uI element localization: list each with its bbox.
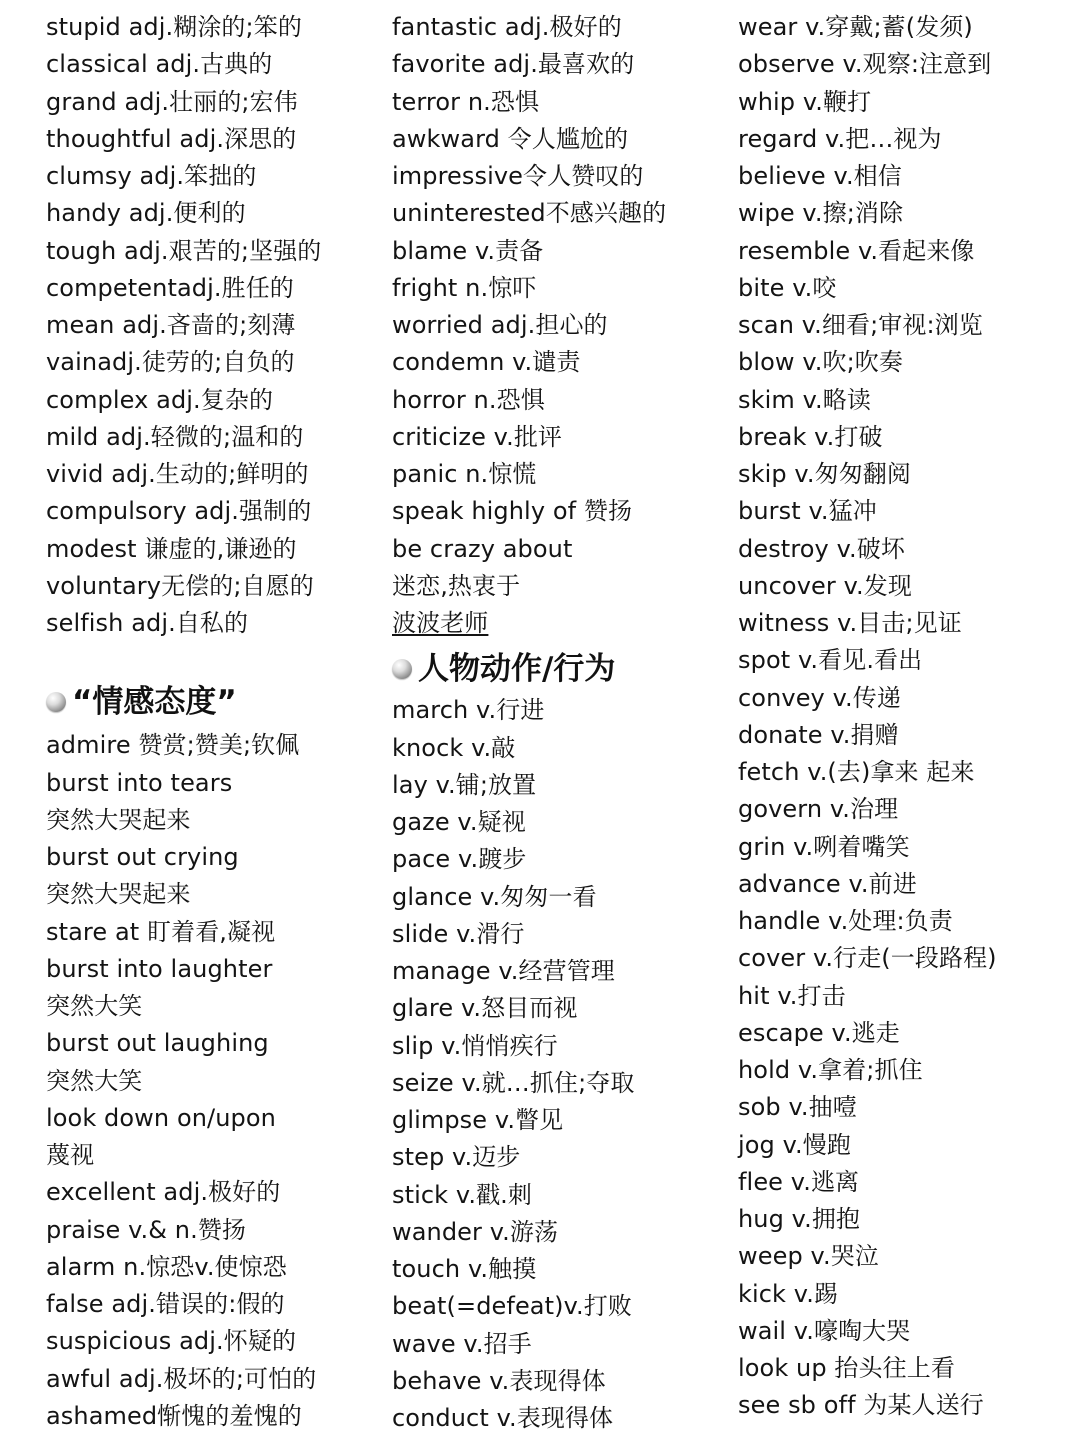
vocab-entry: cover v.行走(一段路程) (738, 944, 997, 973)
vocab-entry: modest 谦虚的,谦逊的 (46, 534, 297, 563)
vocab-entry: glare v.怒目而视 (392, 994, 578, 1023)
vocab-entry: advance v.前进 (738, 869, 917, 898)
vocab-entry: pace v.踱步 (392, 845, 527, 874)
vocab-entry: uninterested不感兴趣的 (392, 199, 667, 228)
vocab-entry: march v.行进 (392, 696, 545, 725)
vocab-entry: slide v.滑行 (392, 919, 525, 948)
vocab-entry: vainadj.徒劳的;自负的 (46, 348, 295, 377)
vocab-entry: stare at 盯着看,凝视 (46, 917, 276, 946)
vocab-entry: donate v.捐赠 (738, 720, 899, 749)
vocab-entry: terror n.恐惧 (392, 87, 540, 116)
vocab-entry: wave v.招手 (392, 1329, 532, 1358)
vocab-entry: favorite adj.最喜欢的 (392, 50, 635, 79)
vocab-entry: be crazy about (392, 534, 573, 563)
vocab-entry: horror n.恐惧 (392, 385, 545, 414)
vocab-entry: tough adj.艰苦的;坚强的 (46, 236, 322, 265)
vocab-entry: awful adj.极坏的;可怕的 (46, 1364, 317, 1393)
vocab-entry: praise v.& n.赞扬 (46, 1215, 247, 1244)
vocab-entry: alarm n.惊恐v.使惊恐 (46, 1252, 287, 1281)
vocab-entry: mean adj.吝啬的;刻薄 (46, 311, 296, 339)
vocab-entry: glimpse v.瞥见 (392, 1106, 564, 1134)
vocab-entry: excellent adj.极好的 (46, 1178, 281, 1207)
vocab-entry: behave v.表现得体 (392, 1366, 606, 1395)
vocab-entry: admire 赞赏;赞美;钦佩 (46, 731, 300, 760)
vocab-entry: glance v.匆匆一看 (392, 882, 597, 911)
vocab-entry: burst out laughing (46, 1029, 269, 1058)
word-list-2a (392, 9, 732, 605)
vocab-entry: burst into laughter (46, 954, 273, 983)
vocab-entry: manage v.经营管理 (392, 957, 615, 985)
vocab-entry: bite v.咬 (738, 273, 837, 302)
vocab-entry: observe v.观察:注意到 (738, 50, 992, 79)
section-heading-actions (392, 646, 732, 692)
vocab-entry: beat(=defeat)v.打败 (392, 1292, 632, 1321)
vocab-entry: classical adj.古典的 (46, 50, 273, 79)
vocab-entry: grin v.咧着嘴笑 (738, 832, 910, 861)
vocab-entry: speak highly of 赞扬 (392, 497, 633, 526)
vocab-entry: burst out crying (46, 843, 239, 871)
vocab-entry: burst v.猛冲 (738, 497, 877, 526)
vocab-entry: gaze v.疑视 (392, 808, 526, 836)
vocab-entry: awkward 令人尴尬的 (392, 124, 629, 153)
vocab-entry: uncover v.发现 (738, 571, 912, 600)
vocab-entry: voluntary无偿的;自愿的 (46, 571, 314, 600)
column-3 (738, 9, 1078, 1425)
vocab-entry: lay v.铺;放置 (392, 770, 537, 799)
vocab-entry: witness v.目击;见证 (738, 609, 962, 637)
vocab-entry: look down on/upon (46, 1103, 276, 1132)
vocab-entry: impressive令人赞叹的 (392, 162, 644, 190)
vocab-entry: kick v.踢 (738, 1279, 839, 1308)
section-heading-text: “情感态度” (72, 684, 237, 721)
column-1 (46, 9, 386, 1435)
sphere-bullet-icon (46, 692, 66, 712)
vocab-entry: govern v.治理 (738, 795, 899, 824)
vocab-entry: selfish adj.自私的 (46, 609, 249, 637)
vocab-entry: spot v.看见.看出 (738, 646, 923, 675)
vocab-entry: 突然大哭起来 (46, 805, 191, 834)
column-2 (392, 9, 732, 1437)
vocab-entry: worried adj.担心的 (392, 311, 608, 339)
vocab-entry: hug v.拥抱 (738, 1205, 861, 1233)
vocab-entry: false adj.错误的:假的 (46, 1290, 285, 1318)
vocab-entry: thoughtful adj.深思的 (46, 124, 297, 153)
vocab-entry: resemble v.看起来像 (738, 236, 975, 265)
vocab-entry: stupid adj.糊涂的;笨的 (46, 13, 302, 41)
vocab-entry: weep v.哭泣 (738, 1242, 879, 1271)
word-list-1b (46, 727, 386, 1435)
vocab-entry: break v.打破 (738, 422, 883, 451)
vocab-entry: flee v.逃离 (738, 1167, 860, 1196)
sphere-bullet-icon (392, 659, 412, 679)
vocab-entry: believe v.相信 (738, 162, 902, 190)
vocab-entry: condemn v.谴责 (392, 348, 581, 377)
vocab-entry: conduct v.表现得体 (392, 1404, 614, 1432)
vocab-entry: skip v.匆匆翻阅 (738, 460, 912, 488)
vocab-entry: jog v.慢跑 (738, 1130, 851, 1159)
vocab-entry: destroy v.破坏 (738, 534, 905, 563)
vocab-entry: ashamed惭愧的羞愧的 (46, 1401, 302, 1430)
vocab-entry: fetch v.(去)拿来 起来 (738, 758, 975, 786)
vocab-entry: hold v.拿着;抓住 (738, 1056, 923, 1084)
section-heading-text: 人物动作/行为 (418, 651, 616, 688)
vocab-entry: scan v.细看;审视:浏览 (738, 311, 983, 339)
section-heading-emotions (46, 677, 386, 727)
vocab-entry: wipe v.擦;消除 (738, 199, 904, 228)
vocab-entry: step v.迈步 (392, 1143, 521, 1172)
vocab-entry: fantastic adj.极好的 (392, 13, 622, 41)
vocab-entry: knock v.敲 (392, 733, 516, 762)
vocab-entry: mild adj.轻微的;温和的 (46, 422, 304, 451)
vocab-entry: wander v.游荡 (392, 1217, 559, 1246)
vocab-entry: clumsy adj.笨拙的 (46, 162, 257, 190)
vocab-entry: 蔑视 (46, 1141, 95, 1169)
vocab-entry: criticize v.批评 (392, 422, 563, 451)
teacher-link[interactable]: 波波老师 (392, 609, 489, 637)
vocab-entry: wail v.嚎啕大哭 (738, 1316, 911, 1345)
word-list-1a (46, 9, 386, 642)
vocab-entry: competentadj.胜任的 (46, 273, 294, 302)
vocab-entry: 突然大笑 (46, 992, 143, 1020)
vocab-entry: wear v.穿戴;蓄(发须) (738, 13, 973, 41)
vocab-entry: 突然大笑 (46, 1066, 143, 1095)
vocab-entry: 突然大哭起来 (46, 880, 191, 909)
vocab-entry: seize v.就…抓住;夺取 (392, 1068, 635, 1097)
vocab-entry: complex adj.复杂的 (46, 385, 274, 414)
vocab-entry: burst into tears (46, 768, 233, 797)
vocab-entry: vivid adj.生动的;鲜明的 (46, 460, 309, 488)
vocab-entry: blame v.责备 (392, 236, 544, 265)
vocab-entry: convey v.传递 (738, 683, 901, 712)
vocab-entry: slip v.悄悄疾行 (392, 1031, 558, 1060)
vocab-entry: sob v.抽噎 (738, 1093, 857, 1122)
vocab-entry: see sb off 为某人送行 (738, 1391, 984, 1420)
vocab-entry: regard v.把…视为 (738, 124, 942, 153)
vocab-entry: compulsory adj.强制的 (46, 497, 312, 526)
vocab-entry: handy adj.便利的 (46, 199, 246, 228)
vocab-entry: escape v.逃走 (738, 1018, 900, 1047)
vocab-entry: touch v.触摸 (392, 1255, 537, 1283)
vocab-entry: blow v.吹;吹奏 (738, 348, 903, 377)
word-list-3 (738, 9, 1078, 1425)
vocab-entry: stick v.戳.刺 (392, 1180, 533, 1209)
vocab-entry: grand adj.壮丽的;宏伟 (46, 87, 298, 116)
vocab-entry: panic n.惊慌 (392, 460, 537, 488)
word-list-2b (392, 692, 732, 1437)
vocab-entry: handle v.处理:负责 (738, 907, 953, 935)
vocab-entry: look up 抬头往上看 (738, 1354, 955, 1382)
vocab-entry: skim v.略读 (738, 385, 871, 414)
vocab-entry: hit v.打击 (738, 981, 846, 1010)
vocab-entry: suspicious adj.怀疑的 (46, 1327, 297, 1356)
vocab-entry: 迷恋,热衷于 (392, 571, 521, 600)
vocab-entry: fright n.惊吓 (392, 273, 537, 302)
vocab-entry: whip v.鞭打 (738, 87, 872, 116)
